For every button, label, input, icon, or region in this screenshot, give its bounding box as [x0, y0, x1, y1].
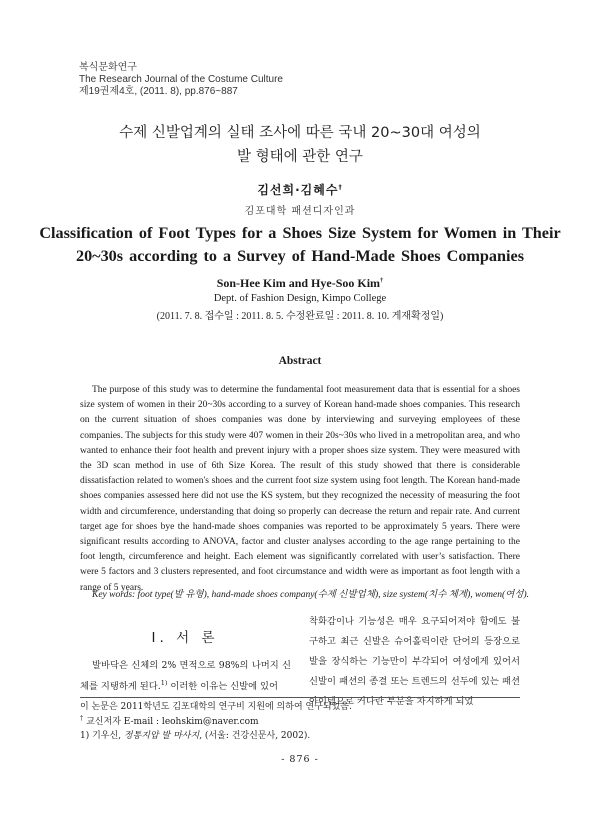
abstract-heading: Abstract — [278, 355, 322, 367]
journal-volume: 제19권제4호, (2011. 8), pp.876~887 — [79, 86, 238, 97]
reference-mark: 1) — [160, 678, 168, 687]
footnotes — [80, 700, 520, 744]
footnote-email: 교신저자 E-mail : leohskim@naver.com — [83, 716, 259, 727]
introduction-left-column — [80, 656, 291, 697]
korean-author-names: 김선희·김혜수 — [257, 183, 339, 197]
left-column-text: 발바닥은 신체의 2% 면적으로 98%의 나머지 신체를 지탱하게 된다. — [80, 660, 291, 692]
footnote-funding: 이 논문은 2011학년도 김포대학의 연구비 지원에 의하여 연구되었음. — [80, 702, 352, 712]
footnote-ref-title: 정통지압 발 마사지 — [123, 731, 200, 741]
english-title-line2: 20~30s according to a Survey of Hand-Made Shoes Companies — [75, 247, 524, 265]
corresponding-mark-en: † — [380, 277, 384, 284]
footnote-divider — [80, 697, 520, 698]
keywords: Key words: foot type(발 유형), hand-made shoes company(수제 신발업체), size system(치수 체계), women(여성). — [92, 590, 530, 600]
journal-header — [79, 62, 283, 98]
english-title-line1: Classification of Foot Types for a Shoes Size System for Women in Their — [39, 224, 561, 242]
journal-name-ko: 복식문화연구 — [79, 62, 137, 73]
section-title-introduction: I. 서 론 — [151, 630, 219, 646]
submission-dates: (2011. 7. 8. 접수일 : 2011. 8. 5. 수정완료일 : 2011. 8. 10. 게재확정일) — [156, 311, 444, 322]
english-title — [0, 222, 600, 268]
footnote-reference — [80, 729, 520, 744]
korean-title — [0, 121, 600, 169]
footnote-corresponding — [80, 715, 520, 730]
footnote-mark: † — [80, 713, 84, 722]
korean-title-line2: 발 형태에 관한 연구 — [237, 149, 363, 165]
korean-authors — [0, 181, 600, 198]
left-column-text-cont: 이러한 이유는 신발에 있어 — [167, 680, 279, 692]
journal-name-en: The Research Journal of the Costume Culture — [79, 74, 283, 85]
korean-affiliation: 김포대학 패션디자인과 — [244, 206, 356, 217]
corresponding-mark: † — [338, 183, 343, 191]
english-author-names: Son-Hee Kim and Hye-Soo Kim — [216, 276, 381, 290]
introduction-right-column: 착화감이나 기능성은 매우 요구되어져야 함에도 불구하고 최근 신발은 슈어홀릭이란 단어의 등장으로 발을 장식하는 기능만이 부각되어 여성에게 있어서 신발이 패션의 종결 또는 트렌드의 선두에 있는 패션 아이템으로 커다란 부분을 차지하게 되었 — [309, 616, 520, 707]
english-authors — [0, 276, 600, 291]
abstract-body: The purpose of this study was to determine the fundamental foot measurement data that is essential for a shoes size system of women in their 20~30s according to a survey of Korean hand-made shoes companies. This research on the current situation of shoes companies was done by interviewing and surveying employees of these companies. The subjects for this study were 407 women in their 20s~30s who lived in a metropolitan area, and who wanted to enhance their foot health and prevent injury with a proper shoes size system. They were measured with the 3D scan method in use of 6th Size Korea. The result of this study showed that there is considerable dissatisfaction related to women's shoes and the current foot size system using foot length. The Korean hand-made shoes companies assessed here did not use the KS system, but they recognized the necessity of measuring the foot width and circumference, understanding that doing so properly can decrease the return and repair rate. And current target age for shoes bye the hand-made shoes companies was reported to be approximately 5 years. There were significant results according to ANOVA, factor and cluster analyses according to the age range pertaining to the foot length, circumference and height. Each element was significantly correlated with user’s satisfaction. There were 5 factors and 3 clusters represented, and foot circumstance and width were as important as foot length with a range of 5 years. — [80, 385, 520, 593]
footnote-ref-number: 1) — [80, 731, 90, 741]
english-affiliation: Dept. of Fashion Design, Kimpo College — [213, 293, 387, 304]
footnote-ref-publisher: , (서울: 건강신문사, 2002). — [199, 731, 311, 741]
korean-title-line1: 수제 신발업계의 실태 조사에 따른 국내 20~30대 여성의 — [119, 125, 481, 141]
footnote-ref-author: 기우신, — [89, 731, 124, 741]
page-number: - 876 - — [281, 754, 319, 765]
